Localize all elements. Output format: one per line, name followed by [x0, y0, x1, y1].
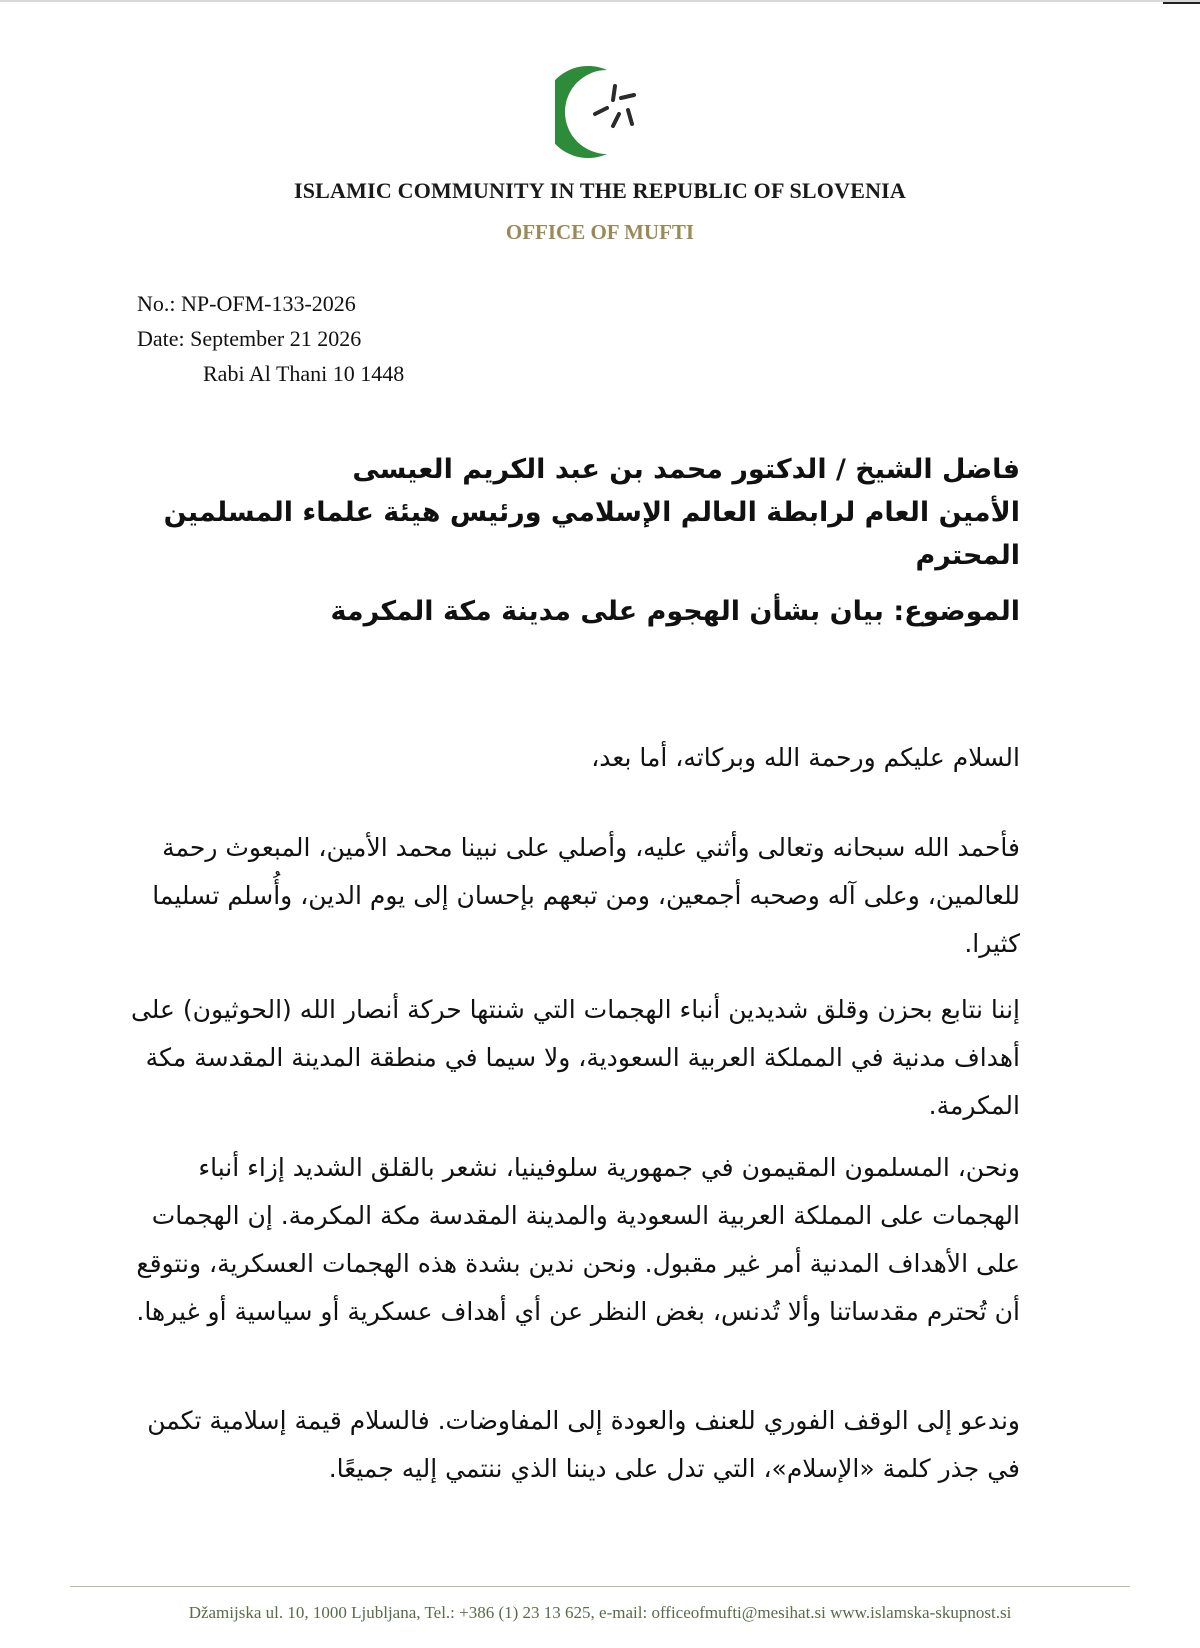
footer-contact: Džamijska ul. 10, 1000 Ljubljana, Tel.: +386 (1) 23 13 625, e-mail: officeofmufti@mesihat.si www.islamska-skupnost.si — [188, 1603, 1012, 1622]
recipient-title: الأمين العام لرابطة العالم الإسلامي ورئيس هيئة علماء المسلمين المحترم — [163, 497, 1020, 571]
document-meta — [137, 286, 404, 391]
top-border-mark — [1163, 2, 1200, 4]
body-paragraph-1: فأحمد الله سبحانه وتعالى وأثني عليه، وأصلي على نبينا محمد الأمين، المبعوث رحمة للعالمين، وعلى آله وصحبه أجمعين، ومن تبعهم بإحسان إلى يوم الدين، وأُسلم تسليما كثيرا. — [152, 833, 1020, 958]
crescent-star-logo-icon — [555, 66, 665, 166]
body-paragraph-3: ونحن، المسلمون المقيمون في جمهورية سلوفينيا، نشعر بالقلق الشديد إزاء أنباء الهجمات على المملكة العربية السعودية والمدينة المقدسة مكة المكرمة. إن الهجمات على الأهداف المدنية أمر غير مقبول. ونحن ندين بشدة هذه الهجمات العسكرية، ونتوقع أن تُحترم مقدساتنا وألا تُدنس، بغض النظر عن أي أهداف عسكرية أو سياسية أو غيرها. — [136, 1153, 1020, 1326]
recipient-name: فاضل الشيخ / الدكتور محمد بن عبد الكريم العيسى — [352, 454, 1020, 485]
organization-name: ISLAMIC COMMUNITY IN THE REPUBLIC OF SLOVENIA — [293, 178, 907, 203]
footer-divider — [70, 1586, 1130, 1587]
hijri-date: Rabi Al Thani 10 1448 — [203, 361, 405, 386]
subject-line: الموضوع: بيان بشأن الهجوم على مدينة مكة المكرمة — [330, 596, 1020, 627]
top-border-line — [0, 0, 1200, 2]
gregorian-date: Date: September 21 2026 — [137, 326, 362, 351]
office-name: OFFICE OF MUFTI — [505, 220, 695, 244]
recipient-block — [130, 448, 1020, 577]
reference-number: No.: NP-OFM-133-2026 — [137, 291, 356, 316]
greeting: السلام عليكم ورحمة الله وبركاته، أما بعد، — [591, 743, 1020, 772]
body-paragraph-4: وندعو إلى الوقف الفوري للعنف والعودة إلى المفاوضات. فالسلام قيمة إسلامية تكمن في جذر كلمة «الإسلام»، التي تدل على ديننا الذي ننتمي إليه جميعًا. — [147, 1406, 1020, 1483]
body-paragraph-2: إننا نتابع بحزن وقلق شديدين أنباء الهجمات التي شنتها حركة أنصار الله (الحوثيون) على أهداف مدنية في المملكة العربية السعودية، ولا سيما في منطقة المدينة المقدسة مكة المكرمة. — [130, 995, 1020, 1120]
